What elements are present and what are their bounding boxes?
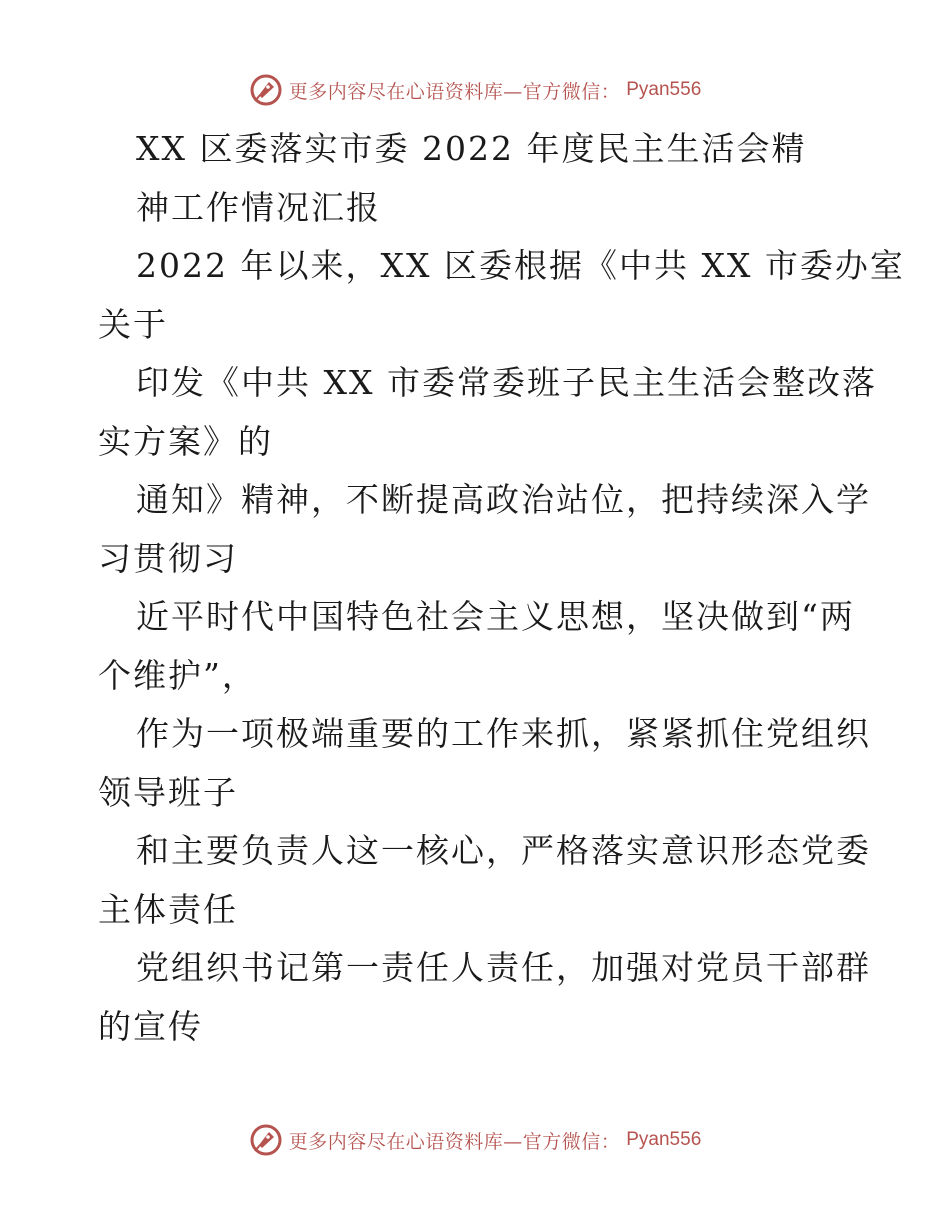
text-line: 个维护”， xyxy=(98,655,257,695)
header-banner xyxy=(0,70,950,110)
text-line: 的宣传 xyxy=(98,1006,203,1046)
text-line: 关于 xyxy=(98,304,168,344)
text-line: 印发《中共 XX 市委常委班子民主生活会整改落 xyxy=(136,363,877,402)
header-wechat-id: Pyan556 xyxy=(626,79,702,100)
text-line: 和主要负责人这一核心，严格落实意识形态党委 xyxy=(136,831,871,870)
pen-nib-logo-icon xyxy=(249,73,283,107)
pen-nib-logo-icon xyxy=(249,1123,283,1157)
text-line: 党组织书记第一责任人责任，加强对党员干部群 xyxy=(136,948,871,987)
text-line: 作为一项极端重要的工作来抓，紧紧抓住党组织 xyxy=(136,714,871,753)
text-line: 通知》精神，不断提高政治站位，把持续深入学 xyxy=(136,480,871,519)
text-line: 主体责任 xyxy=(98,889,238,929)
footer-wechat-id: Pyan556 xyxy=(626,1129,702,1150)
text-line: 2022 年以来，XX 区委根据《中共 XX 市委办室 xyxy=(136,246,905,285)
text-line: 实方案》的 xyxy=(98,421,273,461)
text-line: 神工作情况汇报 xyxy=(136,187,381,227)
header-banner-text: 更多内容尽在心语资料库—官方微信： xyxy=(288,80,621,103)
text-line: 领导班子 xyxy=(98,772,238,812)
text-line: 近平时代中国特色社会主义思想，坚决做到“两 xyxy=(136,597,855,636)
text-line: 习贯彻习 xyxy=(98,538,238,578)
text-line: XX 区委落实市委 2022 年度民主生活会精 xyxy=(136,129,807,168)
document-body xyxy=(98,120,905,1056)
footer-banner xyxy=(0,1120,950,1160)
footer-banner-text: 更多内容尽在心语资料库—官方微信： xyxy=(288,1130,621,1153)
